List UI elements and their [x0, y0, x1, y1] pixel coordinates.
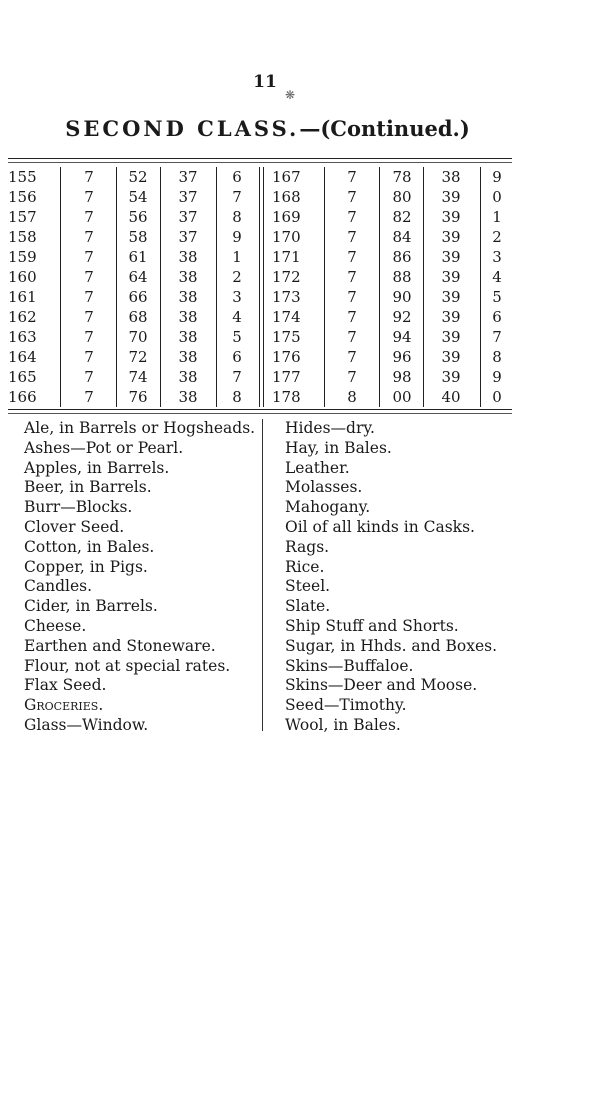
- page-number: 11: [253, 72, 277, 92]
- table-cell: 86: [392, 248, 412, 266]
- goods-item: Slate.: [285, 597, 331, 616]
- table-cell: 7: [84, 288, 94, 306]
- table-cell: 39: [441, 268, 461, 286]
- table-cell: 157: [8, 208, 37, 226]
- table-cell: 38: [178, 328, 198, 346]
- table-cell: 8: [232, 388, 242, 406]
- goods-item: Glass—Window.: [24, 715, 149, 734]
- table-cell: 54: [128, 188, 148, 206]
- table-cell: 1: [232, 248, 242, 266]
- table-cell: 38: [178, 348, 198, 366]
- table-row: [8, 167, 512, 187]
- goods-item: Skins—Deer and Moose.: [285, 676, 478, 695]
- table-cell: 74: [128, 368, 148, 386]
- table-row: [8, 247, 512, 267]
- table-cell: 176: [272, 348, 301, 366]
- table-cell: 7: [347, 208, 357, 226]
- table-cell: 0: [492, 188, 502, 206]
- table-cell: 39: [441, 348, 461, 366]
- table-cell: 7: [347, 368, 357, 386]
- table-cell: 7: [347, 228, 357, 246]
- table-row: [8, 367, 512, 387]
- table-cell: 167: [272, 168, 301, 186]
- table-cell: 178: [272, 388, 301, 406]
- goods-item: Flax Seed.: [24, 676, 107, 695]
- table-cell: 38: [178, 308, 198, 326]
- table-cell: 6: [232, 168, 242, 186]
- table-cell: 172: [272, 268, 301, 286]
- table-cell: 84: [392, 228, 412, 246]
- table-cell: 61: [128, 248, 148, 266]
- table-cell: 159: [8, 248, 37, 266]
- table-cell: 9: [492, 368, 502, 386]
- table-cell: 7: [347, 348, 357, 366]
- table-cell: 39: [441, 368, 461, 386]
- table-cell: 160: [8, 268, 37, 286]
- table-cell: 7: [347, 248, 357, 266]
- table-cell: 8: [347, 388, 357, 406]
- table-cell: 177: [272, 368, 301, 386]
- table-cell: 64: [128, 268, 148, 286]
- table-cell: 169: [272, 208, 301, 226]
- table-cell: 7: [347, 308, 357, 326]
- table-cell: 4: [232, 308, 242, 326]
- rate-table: [8, 167, 512, 407]
- title-main: SECOND CLASS.: [65, 116, 300, 141]
- table-cell: 7: [84, 248, 94, 266]
- table-cell: 38: [441, 168, 461, 186]
- table-cell: 40: [441, 388, 461, 406]
- goods-item: Hides—dry.: [285, 419, 375, 437]
- table-cell: 174: [272, 308, 301, 326]
- goods-item: Sugar, in Hhds. and Boxes.: [285, 636, 498, 655]
- table-cell: 7: [347, 328, 357, 346]
- goods-item: Copper, in Pigs.: [24, 557, 148, 576]
- table-cell: 7: [84, 168, 94, 186]
- goods-item: Ship Stuff and Shorts.: [285, 616, 459, 635]
- table-cell: 6: [232, 348, 242, 366]
- table-cell: 72: [128, 348, 148, 366]
- table-cell: 39: [441, 228, 461, 246]
- table-row: [8, 387, 512, 407]
- goods-item: Molasses.: [285, 478, 363, 497]
- table-cell: 161: [8, 288, 37, 306]
- page-title: [0, 116, 535, 141]
- table-cell: 39: [441, 288, 461, 306]
- table-cell: 98: [392, 368, 412, 386]
- table-bottom-rule: [8, 409, 512, 410]
- table-cell: 7: [84, 388, 94, 406]
- table-cell: 37: [178, 228, 198, 246]
- table-cell: 7: [347, 268, 357, 286]
- table-cell: 39: [441, 308, 461, 326]
- table-cell: 1: [492, 208, 502, 226]
- table-cell: 92: [392, 308, 412, 326]
- goods-item: Steel.: [285, 577, 331, 596]
- goods-item: Flour, not at special rates.: [24, 656, 231, 675]
- table-cell: 7: [84, 208, 94, 226]
- table-cell: 7: [84, 348, 94, 366]
- table-row: [8, 207, 512, 227]
- table-cell: 56: [128, 208, 148, 226]
- goods-item: Earthen and Stoneware.: [24, 636, 216, 655]
- table-cell: 7: [84, 308, 94, 326]
- goods-item: Ashes—Pot or Pearl.: [24, 438, 184, 457]
- goods-item: Leather.: [285, 458, 350, 477]
- table-cell: 166: [8, 388, 37, 406]
- table-cell: 39: [441, 328, 461, 346]
- goods-item: Ale, in Barrels or Hogsheads.: [24, 419, 256, 437]
- table-row: [8, 327, 512, 347]
- table-cell: 2: [492, 228, 502, 246]
- table-top-rule-inner: [8, 162, 512, 163]
- table-cell: 78: [392, 168, 412, 186]
- table-cell: 37: [178, 168, 198, 186]
- table-row: [8, 347, 512, 367]
- table-cell: 90: [392, 288, 412, 306]
- table-cell: 3: [232, 288, 242, 306]
- table-row: [8, 307, 512, 327]
- table-cell: 7: [84, 228, 94, 246]
- table-cell: 8: [492, 348, 502, 366]
- table-cell: 171: [272, 248, 301, 266]
- table-cell: 2: [232, 268, 242, 286]
- table-cell: 7: [347, 288, 357, 306]
- table-cell: 158: [8, 228, 37, 246]
- table-row: [8, 187, 512, 207]
- table-cell: 173: [272, 288, 301, 306]
- table-row: [8, 227, 512, 247]
- table-cell: 164: [8, 348, 37, 366]
- table-cell: 38: [178, 388, 198, 406]
- table-cell: 38: [178, 288, 198, 306]
- goods-item: Beer, in Barrels.: [24, 478, 152, 497]
- table-cell: 7: [84, 368, 94, 386]
- table-row: [8, 267, 512, 287]
- table-cell: 00: [392, 388, 412, 406]
- table-cell: 9: [492, 168, 502, 186]
- table-cell: 94: [392, 328, 412, 346]
- table-cell: 163: [8, 328, 37, 346]
- table-cell: 7: [347, 188, 357, 206]
- table-cell: 170: [272, 228, 301, 246]
- table-cell: 175: [272, 328, 301, 346]
- table-cell: 165: [8, 368, 37, 386]
- table-cell: 5: [492, 288, 502, 306]
- goods-item: Hay, in Bales.: [285, 438, 392, 457]
- table-cell: 52: [128, 168, 148, 186]
- goods-item: Mahogany.: [285, 498, 371, 517]
- table-cell: 7: [347, 168, 357, 186]
- goods-item: Wool, in Bales.: [285, 715, 401, 734]
- table-cell: 0: [492, 388, 502, 406]
- table-cell: 5: [232, 328, 242, 346]
- table-cell: 7: [492, 328, 502, 346]
- table-cell: 39: [441, 248, 461, 266]
- goods-column-divider: [262, 419, 263, 731]
- goods-item: Rags.: [285, 537, 330, 556]
- table-cell: 155: [8, 168, 37, 186]
- table-cell: 39: [441, 208, 461, 226]
- table-cell: 38: [178, 248, 198, 266]
- table-cell: 76: [128, 388, 148, 406]
- goods-item: Seed—Timothy.: [285, 696, 407, 715]
- table-cell: 7: [84, 188, 94, 206]
- table-cell: 70: [128, 328, 148, 346]
- table-cell: 162: [8, 308, 37, 326]
- table-cell: 68: [128, 308, 148, 326]
- table-cell: 7: [84, 328, 94, 346]
- table-cell: 37: [178, 188, 198, 206]
- goods-item: Rice.: [285, 557, 325, 576]
- table-cell: 3: [492, 248, 502, 266]
- table-cell: 6: [492, 308, 502, 326]
- table-cell: 8: [232, 208, 242, 226]
- goods-list-right: [285, 419, 515, 736]
- ornament-icon: ❋: [285, 88, 296, 102]
- goods-item: Candles.: [24, 577, 93, 596]
- table-cell: 9: [232, 228, 242, 246]
- goods-item: Apples, in Barrels.: [24, 458, 170, 477]
- table-cell: 7: [232, 188, 242, 206]
- table-cell: 58: [128, 228, 148, 246]
- goods-item: Oil of all kinds in Casks.: [285, 517, 475, 536]
- table-cell: 168: [272, 188, 301, 206]
- goods-list-left: [24, 419, 258, 736]
- goods-item: Skins—Buffaloe.: [285, 656, 414, 675]
- goods-item: Cider, in Barrels.: [24, 597, 158, 616]
- goods-item: Clover Seed.: [24, 517, 125, 536]
- table-cell: 7: [84, 268, 94, 286]
- goods-item: Cheese.: [24, 616, 87, 635]
- table-top-rule: [8, 158, 512, 159]
- table-cell: 88: [392, 268, 412, 286]
- table-cell: 39: [441, 188, 461, 206]
- table-cell: 4: [492, 268, 502, 286]
- title-continued: —(Continued.): [299, 116, 470, 141]
- goods-item: Cotton, in Bales.: [24, 537, 155, 556]
- table-cell: 37: [178, 208, 198, 226]
- table-cell: 80: [392, 188, 412, 206]
- goods-item: Groceries.: [24, 696, 104, 715]
- table-cell: 38: [178, 268, 198, 286]
- table-cell: 82: [392, 208, 412, 226]
- table-cell: 156: [8, 188, 37, 206]
- table-row: [8, 287, 512, 307]
- table-cell: 66: [128, 288, 148, 306]
- table-cell: 96: [392, 348, 412, 366]
- goods-item: Burr—Blocks.: [24, 498, 133, 517]
- table-cell: 38: [178, 368, 198, 386]
- table-bottom-rule-inner: [8, 413, 512, 414]
- table-cell: 7: [232, 368, 242, 386]
